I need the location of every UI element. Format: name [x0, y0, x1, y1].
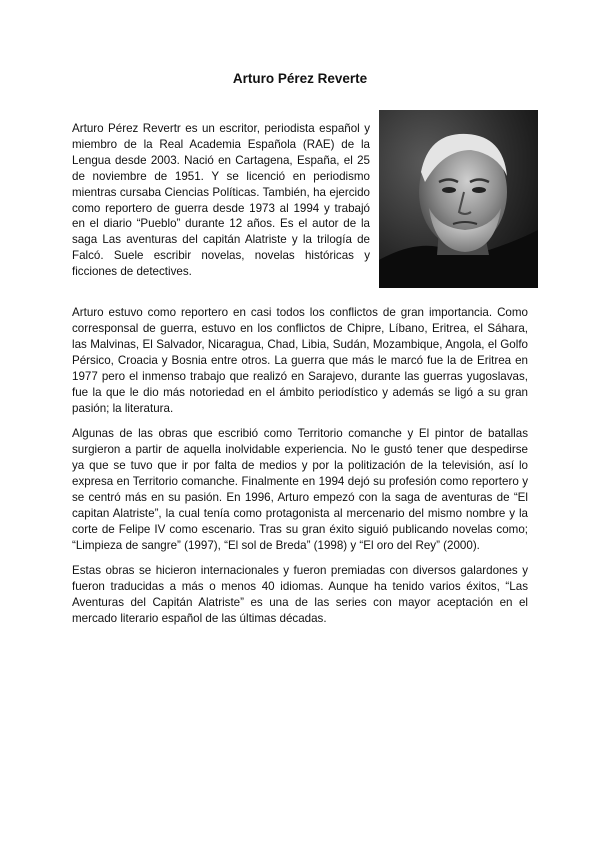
body-paragraph: Algunas de las obras que escribió como Territorio comanche y El pintor de batallas surgieron a partir de aquella inolvidable experiencia. No le gustó tener que despedirse ya que se tuvo que ir por falta de medios y por la politización de la televisión, así lo expresa en Territorio comanche. Finalmente en 1994 dejó su profesión como reportero y se centró más en su pasión. En 1996, Arturo empezó con la saga de aventuras de “El capitan Alatriste”, la cual tenía como protagonista al mercenario del mismo nombre y la corte de Felipe IV como escenario. Tras su gran éxito siguió publicando novelas como; “Limpieza de sangre” (1997), “El sol de Breda” (1998) y “El oro del Rey” (2000).	[72, 427, 528, 552]
body-text	[72, 305, 528, 636]
intro-paragraph: Arturo Pérez Revertr es un escritor, periodista español y miembro de la Real Academia Española (RAE) de la Lengua desde 2003. Nació en Cartagena, España, el 25 de noviembre de 1951. Y se licenció en periodismo mientras cursaba Ciencias Políticas. También, ha ejercido como reportero de guerra desde 1973 al 1994 y trabajó en el diario “Pueblo” durante 12 años. Es el autor de la saga Las aventuras del capitán Alatriste y la trilogía de Falcó. Suele escribir novelas, novelas históricas y ficciones de detectives.	[72, 122, 370, 279]
body-paragraph: Estas obras se hicieron internacionales y fueron premiadas con diversos galardones y fueron traducidas a más o menos 40 idiomas. Aunque ha tenido varios éxitos, “Las Aventuras del Capitán Alatriste” es una de las series con mayor aceptación en el mercado literario español de las últimas décadas.	[72, 564, 528, 625]
author-portrait	[379, 110, 538, 288]
document-title: Arturo Pérez Reverte	[232, 71, 368, 86]
body-paragraph: Arturo estuvo como reportero en casi todos los conflictos de gran importancia. Como corresponsal de guerra, estuvo en los conflictos de Chipre, Líbano, Eritrea, el Sáhara, las Malvinas, El Salvador, Nicaragua, Chad, Libia, Sudán, Mozambique, Angola, el Golfo Pérsico, Croacia y Bosnia entre otros. La guerra que más le marcó fue la de Eritrea en 1977 pero el inmenso trabajo que realizó en Sarajevo, durante las guerras yugoslavas, fue la que le dio más notoriedad en el ámbito periodístico y además se ligó a su gran pasión; la literatura.	[72, 306, 528, 415]
